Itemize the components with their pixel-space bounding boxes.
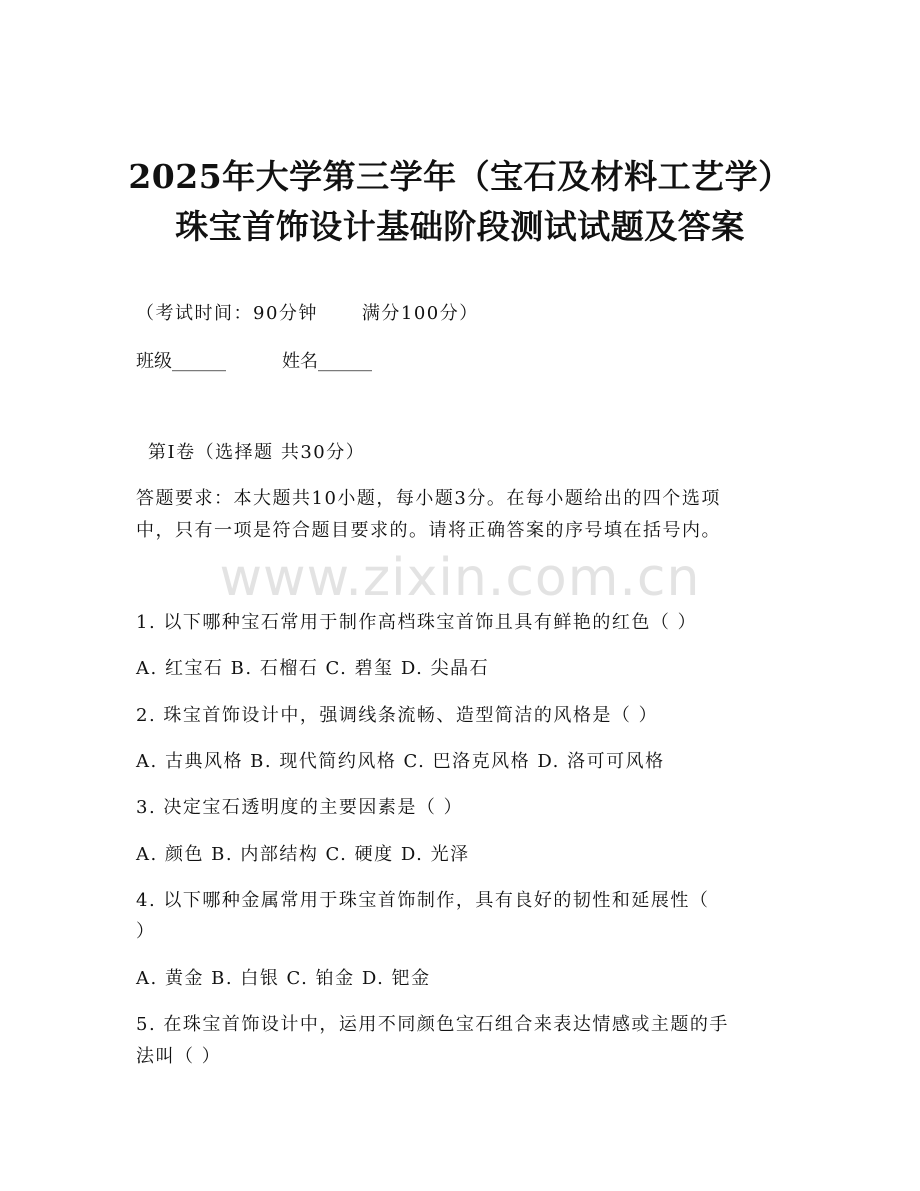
exam-info (136, 302, 479, 326)
instructions-line-1: 答题要求：本大题共10小题，每小题3分。在每小题给出的四个选项 (136, 488, 721, 509)
student-info (136, 350, 372, 374)
document-title-line-1: 2025年大学第三学年（宝石及材料工艺学） (128, 157, 792, 196)
watermark: www.zixin.com.cn (219, 548, 701, 608)
question-1-options: A. 红宝石 B. 石榴石 C. 碧玺 D. 尖晶石 (136, 658, 490, 679)
question-4-stem-line-2: ） (136, 921, 156, 942)
name-field: 姓名______ (282, 351, 372, 372)
question-4-stem-line-1: 4. 以下哪种金属常用于珠宝首饰制作，具有良好的韧性和延展性（ (136, 890, 710, 911)
question-4-options: A. 黄金 B. 白银 C. 铂金 D. 钯金 (136, 968, 431, 989)
class-field: 班级______ (136, 351, 226, 372)
instructions-line-2: 中，只有一项是符合题目要求的。请将正确答案的序号填在括号内。 (136, 520, 721, 541)
question-2-stem: 2. 珠宝首饰设计中，强调线条流畅、造型简洁的风格是（ ） (136, 705, 659, 726)
question-3-options: A. 颜色 B. 内部结构 C. 硬度 D. 光泽 (136, 844, 470, 865)
document-title-line-2: 珠宝首饰设计基础阶段测试试题及答案 (175, 207, 745, 246)
section-heading: 第I卷（选择题 共30分） (148, 442, 366, 463)
question-5-stem-line-1: 5. 在珠宝首饰设计中，运用不同颜色宝石组合来表达情感或主题的手 (136, 1014, 729, 1035)
question-3-stem: 3. 决定宝石透明度的主要因素是（ ） (136, 797, 464, 818)
question-1-stem: 1. 以下哪种宝石常用于制作高档珠宝首饰且具有鲜艳的红色（ ） (136, 612, 698, 633)
question-2-options: A. 古典风格 B. 现代简约风格 C. 巴洛克风格 D. 洛可可风格 (136, 751, 665, 772)
question-5-stem-line-2: 法叫（ ） (136, 1046, 222, 1067)
exam-time: （考试时间：90分钟 (136, 303, 318, 324)
exam-score: 满分100分） (361, 303, 479, 324)
